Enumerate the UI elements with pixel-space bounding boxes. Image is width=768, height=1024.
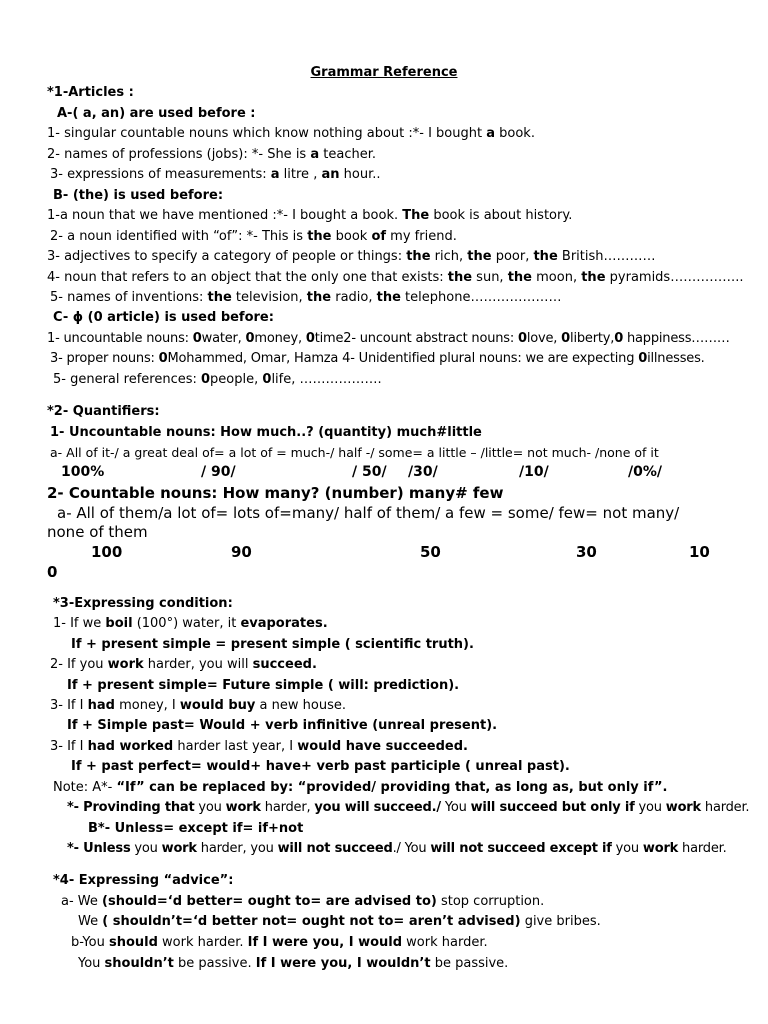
cnt-scale-100: 100 (91, 543, 123, 561)
advice-line-3: b-You should work harder. If I were you, I would work harder. (71, 935, 488, 950)
cnt-scale-90: 90 (231, 543, 252, 561)
articles-c-line-3: 5- general references: 0people, 0life, ………………. (53, 372, 382, 387)
advice-line-4: You shouldn’t be passive. If I were you, I wouldn’t be passive. (78, 956, 509, 971)
cnt-scale-0: 0 (47, 563, 58, 581)
condition-line-2: 2- If you work harder, you will succeed. (50, 657, 317, 672)
condition-rule-4: If + past perfect= would+ have+ verb past participle ( unreal past). (71, 759, 570, 774)
countable-line-1: a- All of them/a lot of= lots of=many/ half of them/ a few = some/ few= not many/ (57, 504, 680, 522)
advice-heading: *4- Expressing “advice”: (53, 873, 234, 888)
condition-unless-rule: B*- Unless= except if= if+not (88, 821, 304, 836)
condition-note-line-1: *- Provinding that you work harder, you will succeed./ You will succeed but only if you work harder. (67, 800, 750, 815)
articles-a-line-3: 3- expressions of measurements: a litre , an hour.. (50, 167, 381, 182)
cnt-scale-10: 10 (689, 543, 710, 561)
advice-line-2: We ( shouldn’t=‘d better not= ought not to= aren’t advised) give bribes. (78, 914, 601, 929)
unc-scale-30: /30/ (408, 464, 438, 480)
advice-line-1: a- We (should=‘d better= ought to= are advised to) stop corruption. (61, 894, 545, 909)
unc-scale-0: /0%/ (628, 464, 662, 480)
uncountable-heading: 1- Uncountable nouns: How much..? (quantity) much#little (50, 425, 482, 440)
unc-scale-50: / 50/ (352, 464, 387, 480)
condition-line-4: 3- If I had worked harder last year, I would have succeeded. (50, 739, 468, 754)
articles-c-line-2: 3- proper nouns: 0Mohammed, Omar, Hamza 4- Unidentified plural nouns: we are expecting 0illnesses. (50, 351, 705, 366)
uncountable-line: a- All of it-/ a great deal of= a lot of = much-/ half -/ some= a little – /little= not much- /none of it (50, 445, 659, 460)
quantifiers-heading: *2- Quantifiers: (47, 404, 160, 419)
articles-a-line-2: 2- names of professions (jobs): *- She is a teacher. (47, 147, 376, 162)
unc-scale-100: 100% (61, 464, 105, 480)
condition-heading: *3-Expressing condition: (53, 596, 233, 611)
articles-c-heading: C- ϕ (0 article) is used before: (53, 310, 274, 325)
page-title: Grammar Reference (310, 65, 458, 80)
condition-note-line-2: *- Unless you work harder, you will not succeed./ You will not succeed except if you work harder. (67, 841, 727, 856)
articles-b-line-1: 1-a noun that we have mentioned :*- I bought a book. The book is about history. (47, 208, 573, 223)
articles-b-line-5: 5- names of inventions: the television, the radio, the telephone………………… (50, 290, 562, 305)
unc-scale-10: /10/ (519, 464, 549, 480)
cnt-scale-50: 50 (420, 543, 441, 561)
articles-heading: *1-Articles : (47, 85, 134, 100)
condition-line-1: 1- If we boil (100°) water, it evaporates. (53, 616, 328, 631)
articles-b-line-3: 3- adjectives to specify a category of people or things: the rich, the poor, the British………… (47, 249, 656, 264)
articles-b-line-2: 2- a noun identified with “of”: *- This is the book of my friend. (50, 229, 457, 244)
condition-rule-3: If + Simple past= Would + verb infinitive (unreal present). (67, 718, 498, 733)
articles-a-line-1: 1- singular countable nouns which know nothing about :*- I bought a book. (47, 126, 535, 141)
cnt-scale-30: 30 (576, 543, 597, 561)
condition-note: Note: A*- “If” can be replaced by: “provided/ providing that, as long as, but only if”. (53, 780, 668, 795)
condition-rule-1: If + present simple = present simple ( scientific truth). (71, 637, 474, 652)
countable-heading: 2- Countable nouns: How many? (number) many# few (47, 484, 504, 502)
articles-a-heading: A-( a, an) are used before : (57, 106, 256, 121)
articles-b-line-4: 4- noun that refers to an object that the only one that exists: the sun, the moon, the pyramids…………….. (47, 270, 744, 285)
condition-rule-2: If + present simple= Future simple ( will: prediction). (67, 678, 460, 693)
articles-c-line-1: 1- uncountable nouns: 0water, 0money, 0time2- uncount abstract nouns: 0love, 0liberty,0 happiness……… (47, 331, 730, 346)
articles-b-heading: B- (the) is used before: (53, 188, 224, 203)
condition-line-3: 3- If I had money, I would buy a new house. (50, 698, 346, 713)
unc-scale-90: / 90/ (201, 464, 236, 480)
countable-line-2: none of them (47, 523, 148, 541)
